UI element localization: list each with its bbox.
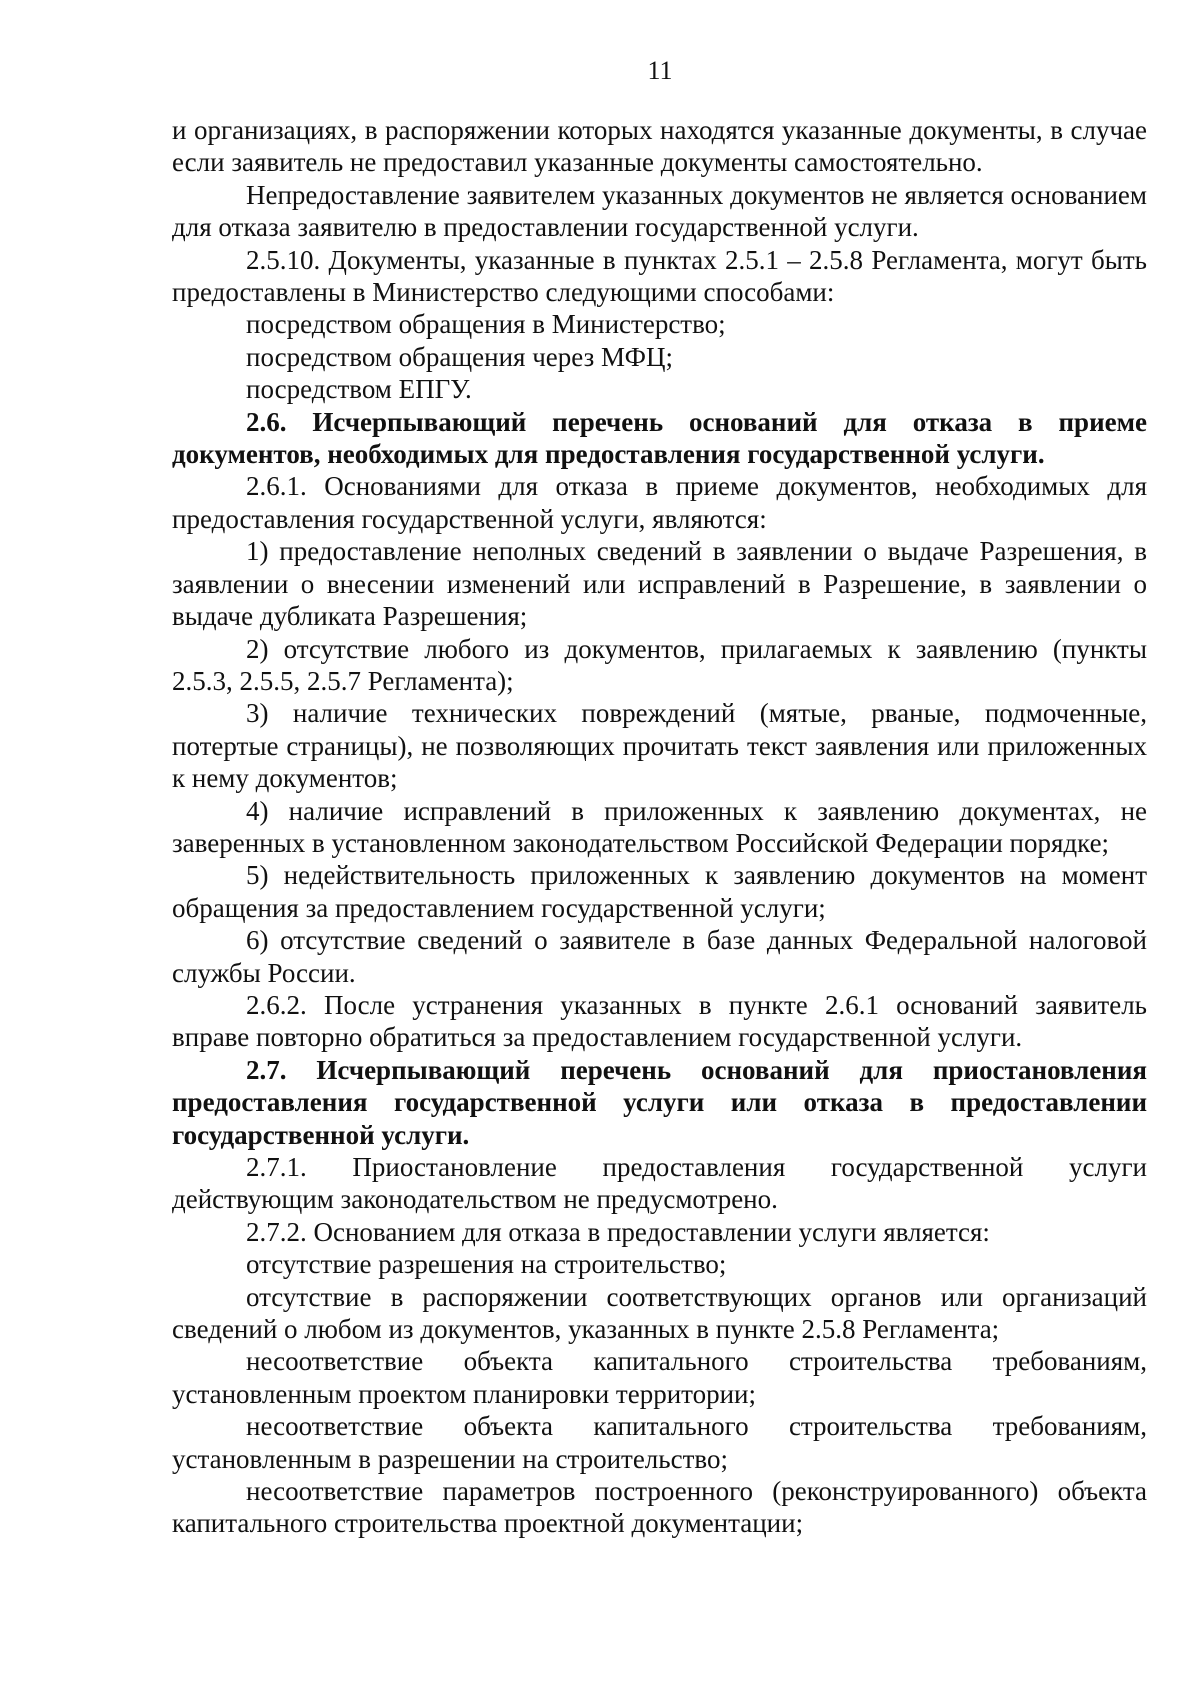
- list-item-2: 2) отсутствие любого из документов, прилагаемых к заявлению (пункты 2.5.3, 2.5.5, 2.5.7 Регламента);: [172, 633, 1147, 696]
- section-heading-2-7: 2.7. Исчерпывающий перечень оснований для приостановления предоставления государственной услуги или отказа в предоставлении государственной услуги.: [172, 1054, 1147, 1150]
- list-item-ministry: посредством обращения в Министерство;: [246, 309, 726, 340]
- paragraph-non-provision-note: Непредоставление заявителем указанных документов не является основанием для отказа заявителю в предоставлении государственной услуги.: [172, 179, 1147, 243]
- paragraph-2-6-2: 2.6.2. После устранения указанных в пункте 2.6.1 оснований заявитель вправе повторно обратиться за предоставлением государственной услуги.: [172, 989, 1147, 1053]
- paragraph-2-6-1: 2.6.1. Основаниями для отказа в приеме документов, необходимых для предоставления государственной услуги, являются:: [172, 471, 1147, 534]
- refusal-ground-no-records: отсутствие в распоряжении соответствующих органов или организаций сведений о любом из документов, указанных в пункте 2.5.8 Регламента;: [172, 1281, 1147, 1345]
- refusal-ground-design-mismatch: несоответствие параметров построенного (реконструированного) объекта капитального строительства проектной документации;: [172, 1476, 1147, 1539]
- paragraph-2-7-1: 2.7.1. Приостановление предоставления государственной услуги действующим законодательством не предусмотрено.: [172, 1152, 1147, 1215]
- paragraph-2-7-2: 2.7.2. Основанием для отказа в предоставлении услуги является:: [246, 1216, 990, 1247]
- list-item-epgu: посредством ЕПГУ.: [246, 374, 472, 405]
- list-item-3: 3) наличие технических повреждений (мятые, рваные, подмоченные, потертые страницы), не позволяющих прочитать текст заявления или приложенных к нему документов;: [172, 698, 1147, 794]
- list-item-6: 6) отсутствие сведений о заявителе в базе данных Федеральной налоговой службы России.: [172, 925, 1147, 988]
- list-item-mfc: посредством обращения через МФЦ;: [246, 341, 673, 372]
- paragraph-continuation: и организациях, в распоряжении которых находятся указанные документы, в случае если заявитель не предоставил указанные документы самостоятельно.: [172, 115, 1147, 178]
- document-body: [172, 114, 1147, 1540]
- list-item-5: 5) недействительность приложенных к заявлению документов на момент обращения за предоставлением государственной услуги;: [172, 860, 1147, 923]
- page-number: 11: [647, 56, 673, 85]
- refusal-ground-permit-mismatch: несоответствие объекта капитального строительства требованиям, установленным в разрешении на строительство;: [172, 1411, 1147, 1474]
- list-item-1: 1) предоставление неполных сведений в заявлении о выдаче Разрешения, в заявлении о внесении изменений или исправлений в Разрешение, в заявлении о выдаче дубликата Разрешения;: [172, 536, 1147, 632]
- section-heading-2-6: 2.6. Исчерпывающий перечень оснований для отказа в приеме документов, необходимых для предоставления государственной услуги.: [172, 406, 1147, 470]
- refusal-ground-no-permit: отсутствие разрешения на строительство;: [246, 1249, 727, 1280]
- list-item-4: 4) наличие исправлений в приложенных к заявлению документах, не заверенных в установленном законодательством Российской Федерации порядке;: [172, 795, 1147, 858]
- paragraph-2-5-10: 2.5.10. Документы, указанные в пунктах 2.5.1 – 2.5.8 Регламента, могут быть предоставлены в Министерство следующими способами:: [172, 244, 1147, 308]
- refusal-ground-planning-mismatch: несоответствие объекта капитального строительства требованиям, установленным проектом планировки территории;: [172, 1346, 1147, 1409]
